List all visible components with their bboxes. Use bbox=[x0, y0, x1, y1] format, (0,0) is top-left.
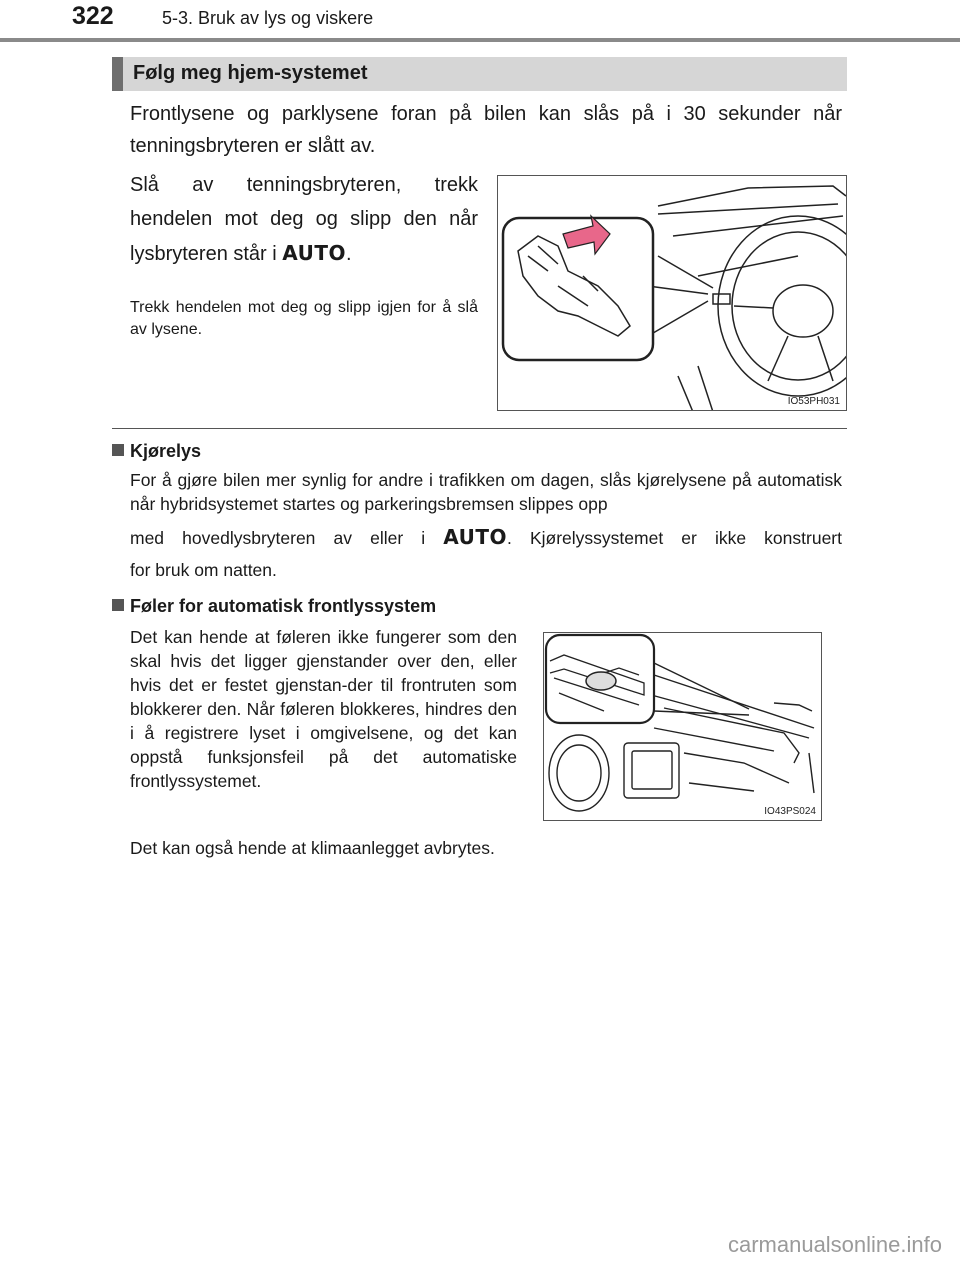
lever-drawing bbox=[498, 176, 847, 411]
kjorelys-text-3: for bruk om natten. bbox=[130, 560, 277, 580]
foler-heading bbox=[112, 596, 436, 617]
bullet-square-icon bbox=[112, 599, 124, 611]
sensor-illustration bbox=[543, 632, 822, 821]
auto-switch-label-2: AUTO bbox=[443, 525, 508, 549]
sensor-drawing bbox=[544, 633, 822, 821]
kjorelys-text-2a: med hovedlysbryteren av eller i bbox=[130, 528, 444, 548]
light-sensor-icon bbox=[586, 672, 616, 690]
auto-switch-label: AUTO bbox=[282, 241, 347, 265]
figure-code: IO53PH031 bbox=[787, 396, 840, 407]
instruction-note: Trekk hendelen mot deg og slipp igjen for å slå av lysene. bbox=[130, 299, 478, 338]
page-number: 322 bbox=[72, 2, 114, 30]
foler-paragraph: Det kan hende at føleren ikke fungerer som den skal hvis det ligger gjenstander over den, eller hvis det er festet gjenstan-der til frontruten som blokkerer den. Når føleren blokkeres, hindres den i å registrere lyset i omgivelsene, og det kan oppstå funksjonsfeil på det automatiske frontlyssystemet. bbox=[130, 627, 517, 791]
foler-heading-text: Føler for automatisk frontlyssystem bbox=[130, 596, 437, 616]
watermark: carmanualsonline.info bbox=[727, 1232, 942, 1257]
header-rule bbox=[0, 38, 960, 42]
section-divider bbox=[112, 428, 847, 429]
lever-illustration bbox=[497, 175, 847, 411]
kjorelys-paragraph bbox=[130, 468, 842, 583]
kjorelys-heading-text: Kjørelys bbox=[130, 441, 202, 461]
kjorelys-heading bbox=[112, 441, 201, 462]
chapter-title: 5-3. Bruk av lys og viskere bbox=[162, 8, 374, 28]
figure-code: IO43PS024 bbox=[764, 806, 816, 817]
section-title: Følg meg hjem-systemet bbox=[133, 62, 368, 84]
section-banner bbox=[112, 57, 847, 91]
instruction-text-1: Slå av tenningsbryteren, trekk hendelen mot deg og slipp den når lysbryteren står i bbox=[130, 174, 478, 265]
instruction-text-2: . bbox=[346, 243, 352, 265]
kjorelys-line-3 bbox=[130, 518, 842, 557]
closing-sentence: Det kan også hende at klimaanlegget avbrytes. bbox=[130, 838, 495, 858]
kjorelys-text-2b: . Kjørelyssystemet er ikke konstruert bbox=[507, 528, 842, 548]
bullet-square-icon bbox=[112, 444, 124, 456]
instruction-paragraph bbox=[130, 168, 478, 271]
intro-paragraph: Frontlysene og parklysene foran på bilen kan slås på i 30 sekunder når tenningsbryteren er slått av. bbox=[130, 103, 842, 157]
kjorelys-text-1: For å gjøre bilen mer synlig for andre i trafikken om dagen, slås kjørelysene på automatisk når hybridsystemet startes og parkeringsbremsen slippes opp bbox=[130, 470, 842, 514]
